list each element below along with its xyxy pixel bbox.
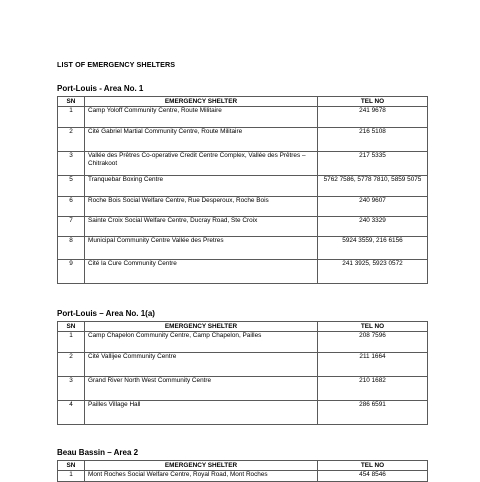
cell-tel: 240 3329	[318, 217, 428, 237]
cell-sn: 1	[58, 107, 85, 128]
cell-shelter-name: Camp Yoloff Community Centre, Route Militaire	[85, 107, 318, 128]
cell-shelter-name: Cité Vallijee Community Centre	[85, 353, 318, 377]
column-header-shelter: EMERGENCY SHELTER	[85, 461, 318, 471]
shelter-table-port-louis-1a	[57, 321, 428, 425]
area-title-beau-bassin-2: Beau Bassin – Area 2	[57, 448, 139, 457]
cell-sn: 7	[58, 217, 85, 237]
cell-sn: 2	[58, 353, 85, 377]
cell-shelter-name: Grand River North West Community Centre	[85, 377, 318, 401]
cell-sn: 3	[58, 377, 85, 401]
table-row	[58, 260, 428, 284]
cell-tel: 241 3925, 5923 0572	[318, 260, 428, 284]
cell-shelter-name: Tranquebar Boxing Centre	[85, 176, 318, 197]
cell-sn: 1	[58, 332, 85, 353]
document-title: LIST OF EMERGENCY SHELTERS	[57, 60, 176, 69]
cell-tel: 217 5335	[318, 152, 428, 176]
cell-shelter-name: Mont Roches Social Welfare Centre, Royal Road, Mont Roches	[85, 471, 318, 482]
cell-sn: 8	[58, 237, 85, 260]
cell-shelter-name: Sainte Croix Social Welfare Centre, Ducray Road, Ste Croix	[85, 217, 318, 237]
area-title-port-louis-1: Port-Louis - Area No. 1	[57, 84, 144, 93]
cell-shelter-name: Pailles Village Hall	[85, 401, 318, 425]
cell-tel: 208 7596	[318, 332, 428, 353]
cell-sn: 9	[58, 260, 85, 284]
column-header-tel: TEL NO	[318, 97, 428, 107]
column-header-shelter: EMERGENCY SHELTER	[85, 322, 318, 332]
cell-tel: 210 1682	[318, 377, 428, 401]
cell-shelter-name: Vallée des Prêtres Co-operative Credit Centre Complex, Vallée des Prêtres – Chitrakoot	[85, 152, 318, 176]
cell-shelter-name: Roche Bois Social Welfare Centre, Rue Desperoux, Roche Bois	[85, 197, 318, 217]
table-header-row	[58, 322, 428, 332]
table-row	[58, 217, 428, 237]
cell-sn: 6	[58, 197, 85, 217]
cell-tel: 286 6591	[318, 401, 428, 425]
cell-sn: 1	[58, 471, 85, 482]
column-header-tel: TEL NO	[318, 461, 428, 471]
cell-tel: 216 5108	[318, 128, 428, 152]
column-header-sn: SN	[58, 322, 85, 332]
table-row	[58, 237, 428, 260]
table-row	[58, 197, 428, 217]
cell-shelter-name: Municipal Community Centre Vallée des Pretres	[85, 237, 318, 260]
table-row	[58, 353, 428, 377]
shelter-table-beau-bassin-2	[57, 460, 428, 482]
cell-tel: 5762 7586, 5778 7810, 5859 5075	[318, 176, 428, 197]
cell-tel: 454 8546	[318, 471, 428, 482]
table-row	[58, 176, 428, 197]
column-header-sn: SN	[58, 461, 85, 471]
cell-shelter-name: Cité la Cure Community Centre	[85, 260, 318, 284]
table-row	[58, 128, 428, 152]
cell-sn: 4	[58, 401, 85, 425]
column-header-sn: SN	[58, 97, 85, 107]
cell-tel: 241 9678	[318, 107, 428, 128]
cell-shelter-name: Cité Gabriel Martial Community Centre, Route Militaire	[85, 128, 318, 152]
table-row	[58, 401, 428, 425]
column-header-tel: TEL NO	[318, 322, 428, 332]
table-header-row	[58, 461, 428, 471]
table-row	[58, 377, 428, 401]
cell-tel: 240 9607	[318, 197, 428, 217]
column-header-shelter: EMERGENCY SHELTER	[85, 97, 318, 107]
table-row	[58, 152, 428, 176]
table-header-row	[58, 97, 428, 107]
table-row	[58, 332, 428, 353]
table-row	[58, 107, 428, 128]
cell-sn: 2	[58, 128, 85, 152]
cell-sn: 5	[58, 176, 85, 197]
area-title-port-louis-1a: Port-Louis – Area No. 1(a)	[57, 309, 155, 318]
cell-sn: 3	[58, 152, 85, 176]
shelter-table-port-louis-1	[57, 96, 428, 284]
cell-shelter-name: Camp Chapelon Community Centre, Camp Chapelon, Pailles	[85, 332, 318, 353]
cell-tel: 211 1664	[318, 353, 428, 377]
cell-tel: 5924 3559, 216 6156	[318, 237, 428, 260]
